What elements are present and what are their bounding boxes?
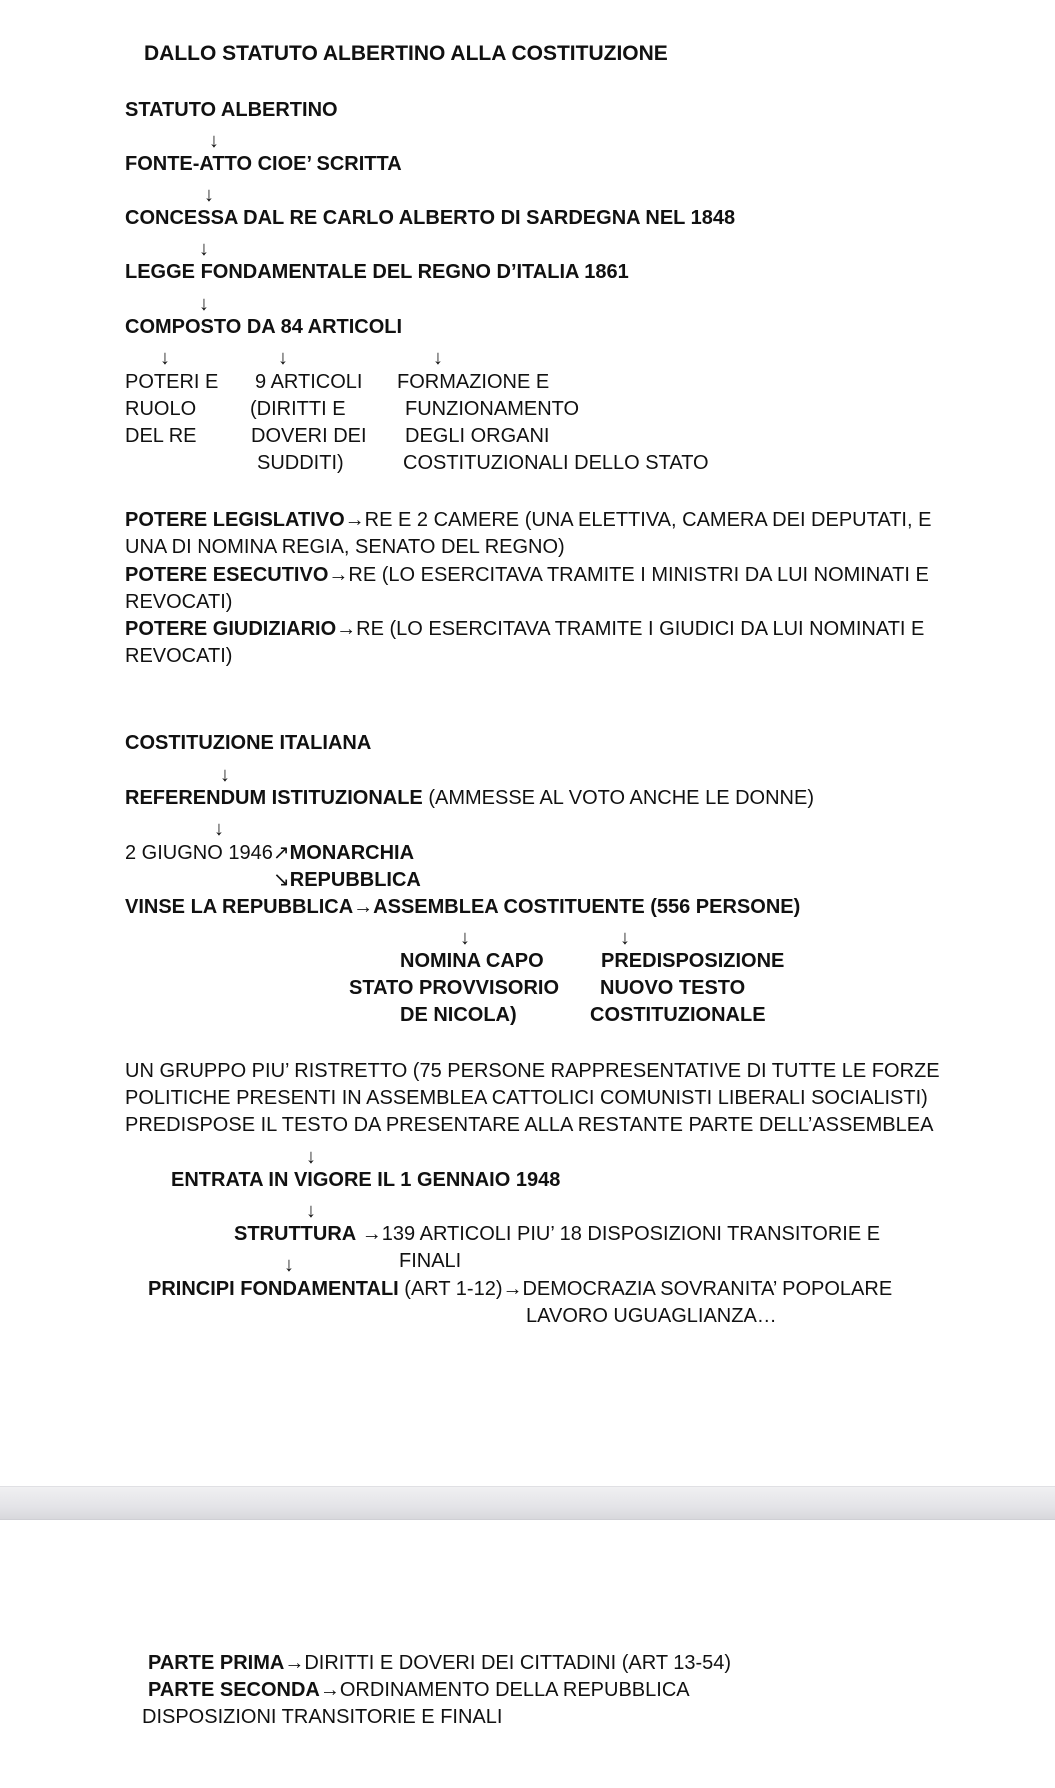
- arrow-down-icon: ↓: [204, 184, 214, 206]
- struttura-label: STRUTTURA: [234, 1223, 357, 1245]
- repubblica-line: [273, 867, 421, 894]
- col-organi-line: FORMAZIONE E: [397, 371, 550, 393]
- arrow-down-icon: ↓: [306, 1200, 316, 1222]
- col-articoli-line: 9 ARTICOLI: [255, 371, 363, 393]
- principi: [148, 1276, 892, 1303]
- parte-seconda-label: PARTE SECONDA: [148, 1679, 320, 1701]
- potere-esecutivo-label: POTERE ESECUTIVO: [125, 564, 329, 586]
- entrata-vigore: ENTRATA IN VIGORE IL 1 GENNAIO 1948: [171, 1169, 561, 1191]
- statuto-heading: STATUTO ALBERTINO: [125, 99, 338, 121]
- arrow-down-icon: ↓: [306, 1146, 316, 1168]
- potere-legislativo: [125, 507, 931, 534]
- potere-giudiziario-text: →RE (LO ESERCITAVA TRAMITE I GIUDICI DA LUI NOMINATI E: [336, 618, 925, 640]
- arrow-down-icon: ↓: [199, 293, 209, 315]
- potere-giudiziario-label: POTERE GIUDIZIARIO: [125, 618, 337, 640]
- arrow-down-icon: ↓: [160, 347, 170, 369]
- parte-seconda: [148, 1677, 690, 1704]
- potere-giudiziario-cont: REVOCATI): [125, 645, 233, 667]
- potere-esecutivo-text: →RE (LO ESERCITAVA TRAMITE I MINISTRI DA LUI NOMINATI E: [328, 564, 929, 586]
- col-poteri-line: DEL RE: [125, 425, 197, 447]
- nomina-line: DE NICOLA): [400, 1004, 517, 1026]
- arrow-down-icon: ↓: [209, 130, 219, 152]
- potere-legislativo-label: POTERE LEGISLATIVO: [125, 509, 345, 531]
- col-articoli-line: SUDDITI): [257, 452, 344, 474]
- arrow-up-right-icon: ↗: [272, 842, 290, 864]
- potere-legislativo-text: →RE E 2 CAMERE (UNA ELETTIVA, CAMERA DEI DEPUTATI, E: [344, 509, 932, 531]
- col-organi-line: DEGLI ORGANI: [405, 425, 550, 447]
- page-title: DALLO STATUTO ALBERTINO ALLA COSTITUZIONE: [144, 42, 668, 65]
- referendum: [125, 785, 814, 812]
- nomina-line: STATO PROVVISORIO: [349, 977, 560, 999]
- statuto-fonte: FONTE-ATTO CIOE’ SCRITTA: [125, 153, 402, 175]
- col-organi-line: COSTITUZIONALI DELLO STATO: [403, 452, 709, 474]
- gruppo-line: POLITICHE PRESENTI IN ASSEMBLEA CATTOLICI COMUNISTI LIBERALI SOCIALISTI): [125, 1087, 928, 1109]
- arrow-down-icon: ↓: [220, 764, 230, 786]
- arrow-down-icon: ↓: [620, 927, 630, 949]
- arrow-down-icon: ↓: [278, 347, 288, 369]
- page-separator: [0, 1486, 1055, 1520]
- struttura: [234, 1221, 880, 1248]
- monarchia-text: MONARCHIA: [289, 842, 415, 864]
- arrow-down-icon: ↓: [460, 927, 470, 949]
- col-poteri-line: POTERI E: [125, 371, 219, 393]
- statuto-legge: LEGGE FONDAMENTALE DEL REGNO D’ITALIA 1861: [125, 261, 629, 283]
- col-organi-line: FUNZIONAMENTO: [405, 398, 580, 420]
- potere-esecutivo-cont: REVOCATI): [125, 591, 233, 613]
- gruppo-line: UN GRUPPO PIU’ RISTRETTO (75 PERSONE RAPPRESENTATIVE DI TUTTE LE FORZE: [125, 1060, 940, 1082]
- struttura-cont: FINALI: [399, 1250, 462, 1272]
- referendum-date: [125, 840, 414, 867]
- parte-seconda-text: →ORDINAMENTO DELLA REPUBBLICA: [319, 1679, 690, 1701]
- potere-legislativo-cont: UNA DI NOMINA REGIA, SENATO DEL REGNO): [125, 536, 565, 558]
- arrow-down-icon: ↓: [433, 347, 443, 369]
- principi-cont: LAVORO UGUAGLIANZA…: [526, 1305, 777, 1327]
- disposizioni-finali: DISPOSIZIONI TRANSITORIE E FINALI: [142, 1706, 503, 1728]
- predisposizione-line: NUOVO TESTO: [600, 977, 746, 999]
- arrow-down-right-icon: ↘: [273, 869, 290, 891]
- referendum-label: REFERENDUM ISTITUZIONALE: [125, 787, 423, 809]
- struttura-text: →139 ARTICOLI PIU’ 18 DISPOSIZIONI TRANSITORIE E: [356, 1223, 881, 1245]
- costituzione-heading: COSTITUZIONE ITALIANA: [125, 732, 372, 754]
- referendum-text: (AMMESSE AL VOTO ANCHE LE DONNE): [422, 787, 814, 809]
- predisposizione-line: PREDISPOSIZIONE: [601, 950, 785, 972]
- vinse-repubblica: VINSE LA REPUBBLICA→ASSEMBLEA COSTITUENTE (556 PERSONE): [125, 896, 801, 918]
- nomina-line: NOMINA CAPO: [400, 950, 544, 972]
- arrow-down-icon: ↓: [214, 818, 224, 840]
- arrow-down-icon: ↓: [284, 1254, 294, 1276]
- parte-prima-label: PARTE PRIMA: [148, 1652, 285, 1674]
- principi-label: PRINCIPI FONDAMENTALI: [148, 1278, 399, 1300]
- potere-esecutivo: [125, 562, 929, 589]
- col-articoli-line: DOVERI DEI: [251, 425, 367, 447]
- statuto-concessa: CONCESSA DAL RE CARLO ALBERTO DI SARDEGNA NEL 1848: [125, 207, 736, 229]
- parte-prima-text: →DIRITTI E DOVERI DEI CITTADINI (ART 13-54): [284, 1652, 732, 1674]
- predisposizione-line: COSTITUZIONALE: [590, 1004, 766, 1026]
- gruppo-line: PREDISPOSE IL TESTO DA PRESENTARE ALLA RESTANTE PARTE DELL’ASSEMBLEA: [125, 1114, 934, 1136]
- potere-giudiziario: [125, 616, 924, 643]
- parte-prima: [148, 1650, 731, 1677]
- statuto-composto: COMPOSTO DA 84 ARTICOLI: [125, 316, 403, 338]
- date-text: 2 GIUGNO 1946: [125, 842, 273, 864]
- arrow-down-icon: ↓: [199, 238, 209, 260]
- col-articoli-line: (DIRITTI E: [250, 398, 346, 420]
- principi-text: (ART 1-12)→DEMOCRAZIA SOVRANITA’ POPOLARE: [398, 1278, 893, 1300]
- col-poteri-line: RUOLO: [125, 398, 197, 420]
- repubblica-text: REPUBBLICA: [289, 869, 421, 891]
